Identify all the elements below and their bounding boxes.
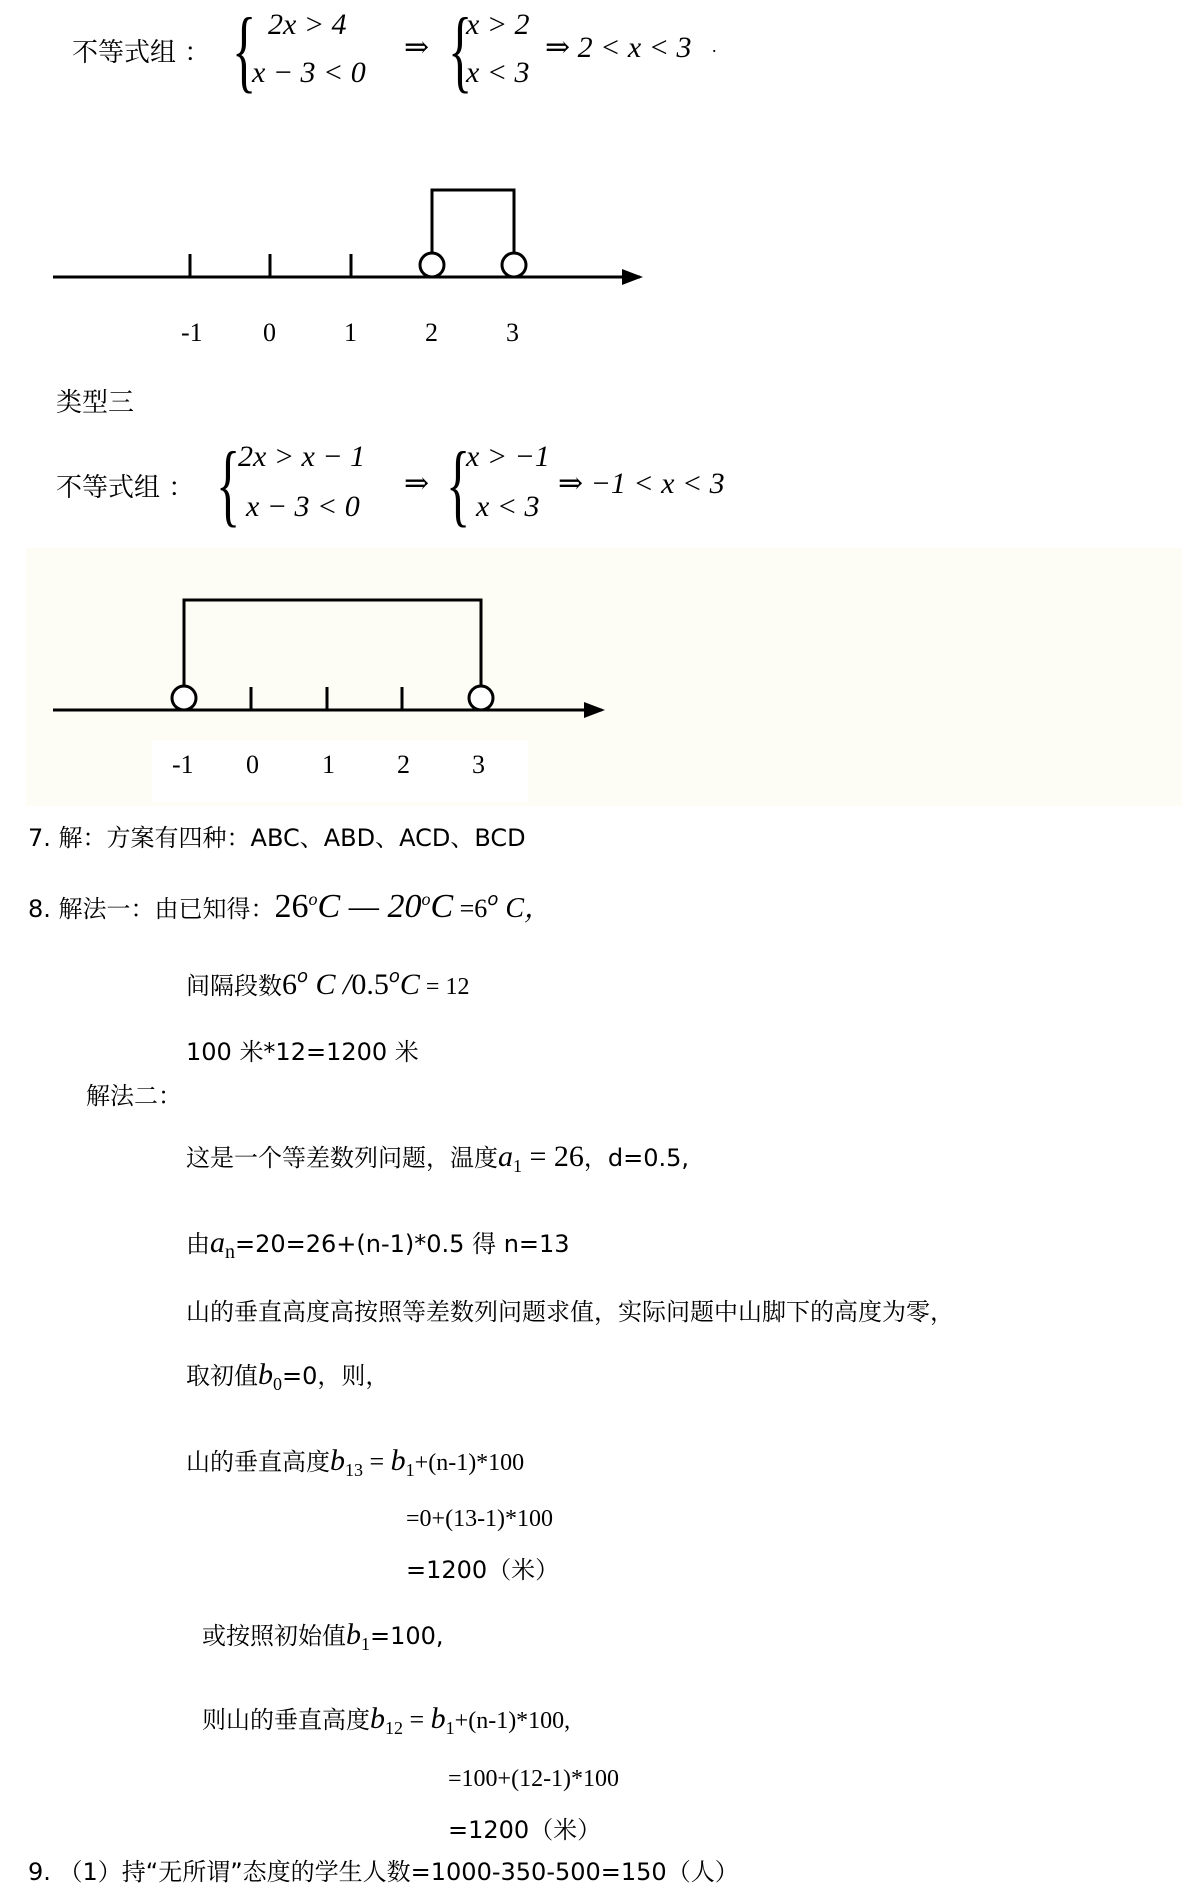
type3-result: ⇒ −1 < x < 3: [558, 467, 725, 500]
nl2-tick-label: 2: [397, 750, 410, 779]
number-line-1: [40, 180, 740, 300]
type2-brace-1: {: [232, 0, 257, 101]
height-label-2: 则山的垂直高度: [202, 1706, 370, 1734]
q7-text: 7. 解：方案有四种：ABC、ABD、ACD、BCD: [28, 824, 526, 852]
open-point-3: [502, 253, 526, 277]
degree-sign: o: [388, 966, 400, 987]
axis-arrowhead: [584, 702, 605, 718]
q8-line7: [186, 1356, 389, 1395]
q8-line10: =1200（米）: [406, 1556, 560, 1584]
subscript-1: 1: [361, 1634, 370, 1654]
q8-line13: =100+(12-1)*100: [448, 1766, 620, 1792]
interval-count-label: 间隔段数: [186, 972, 282, 1000]
formula-2: +(n-1)*100,: [454, 1708, 571, 1734]
nl1-tick-label: -1: [181, 318, 203, 347]
degree-sign: o: [421, 889, 431, 909]
q8-method2: 解法二：: [86, 1082, 182, 1110]
type3-brace-1: {: [216, 433, 241, 535]
initial-value: =0，则，: [282, 1362, 390, 1390]
nl1-tick-label: 1: [344, 318, 357, 347]
nl1-tick-label: 2: [425, 318, 438, 347]
nl2-tick-label: -1: [172, 750, 194, 779]
number-line-2: [40, 590, 660, 720]
subscript-n: n: [225, 1241, 235, 1263]
type2-sys1-line2: x − 3 < 0: [252, 56, 366, 89]
type2-sys2-line2: x < 3: [466, 56, 530, 89]
q8-line12: [202, 1700, 570, 1739]
subscript-1: 1: [405, 1460, 415, 1480]
q8-line9: =0+(13-1)*100: [406, 1506, 554, 1532]
type3-sys1-line1: 2x > x − 1: [238, 440, 366, 473]
var-b: b: [430, 1702, 446, 1735]
value-0-5: 0.5: [351, 968, 389, 1001]
subscript-0: 0: [273, 1374, 282, 1394]
type3-sys2-line2: x < 3: [476, 490, 540, 523]
q8-line1: [28, 886, 552, 926]
type3-arrow: ⇒: [404, 467, 430, 500]
q8-line3: 100 米*12=1200 米: [186, 1038, 419, 1066]
q8-line5: [186, 1224, 570, 1264]
common-difference: ，d=0.5,: [583, 1144, 690, 1172]
type2-arrow: ⇒: [404, 31, 430, 64]
type3-brace-2: {: [446, 433, 471, 535]
var-b: b: [330, 1444, 345, 1477]
equals: =: [363, 1447, 391, 1476]
unit-c: C: [430, 888, 454, 925]
degree-sign: o: [487, 889, 499, 910]
alt-initial-label: 或按照初始值: [202, 1622, 346, 1650]
nl1-tick-label: 0: [263, 318, 276, 347]
q8-line2: [186, 966, 469, 1002]
type2-sys1-line1: 2x > 4: [268, 8, 347, 41]
q9-text: 9. （1）持“无所谓”态度的学生人数=1000-350-500=150（人）: [28, 1858, 739, 1886]
q8-line14: =1200（米）: [448, 1816, 602, 1844]
open-point-minus1: [172, 686, 196, 710]
subscript-1: 1: [513, 1156, 522, 1176]
var-b: b: [390, 1444, 406, 1477]
open-point-2: [420, 253, 444, 277]
var-b: b: [258, 1358, 273, 1391]
type2-sys2-line1: x > 2: [466, 8, 530, 41]
nl2-tick-label: 1: [322, 750, 335, 779]
value-eq-6: =6: [453, 894, 488, 923]
type2-label: 不等式组 ：: [72, 38, 211, 68]
nl2-tick-label: 3: [472, 750, 485, 779]
height-label: 山的垂直高度: [186, 1448, 330, 1476]
degree-sign: o: [308, 889, 318, 909]
type2-period: .: [712, 36, 717, 56]
var-a: a: [210, 1226, 225, 1259]
subscript-13: 13: [345, 1460, 363, 1480]
type3-sys2-line1: x > −1: [466, 440, 550, 473]
type3-sys1-line2: x − 3 < 0: [246, 490, 360, 523]
unit-c: C: [399, 968, 420, 1001]
q8-line11: [202, 1616, 444, 1655]
nl2-tick-label: 0: [246, 750, 259, 779]
q8-method1-prefix: 8. 解法一：由已知得：: [28, 895, 275, 923]
nth-term-equation: =20=26+(n-1)*0.5 得 n=13: [235, 1230, 570, 1258]
value-eq-26: = 26: [522, 1140, 584, 1173]
arith-seq-intro: 这是一个等差数列问题，温度: [186, 1144, 498, 1172]
subscript-1: 1: [445, 1718, 455, 1738]
open-point-3: [469, 686, 493, 710]
type3-label: 不等式组 ：: [56, 473, 195, 503]
subscript-12: 12: [385, 1718, 403, 1738]
degree-sign: o: [297, 966, 309, 987]
var-b: b: [370, 1702, 385, 1735]
formula: +(n-1)*100: [414, 1450, 525, 1476]
equals: =: [403, 1705, 431, 1734]
value-eq-12: = 12: [419, 974, 470, 1000]
q8-line4: [186, 1138, 689, 1177]
value-6: 6: [282, 968, 297, 1001]
alt-initial-value: =100,: [370, 1622, 444, 1650]
unit-c-end: C，: [498, 893, 553, 924]
type3-heading: 类型三: [56, 388, 135, 418]
unit-c-slash: C /: [308, 968, 352, 1001]
interval-bracket: [432, 190, 514, 265]
interval-bracket: [184, 600, 481, 698]
type2-result: ⇒ 2 < x < 3: [545, 31, 692, 64]
var-a: a: [498, 1140, 513, 1173]
nl1-tick-label: 3: [506, 318, 519, 347]
type2-brace-2: {: [448, 0, 473, 101]
q8-line6: 山的垂直高度高按照等差数列问题求值，实际问题中山脚下的高度为零，: [186, 1298, 954, 1326]
initial-value-label: 取初值: [186, 1362, 258, 1390]
q8-line8: [186, 1442, 524, 1481]
axis-arrowhead: [622, 269, 643, 285]
value-26: 26: [274, 888, 309, 925]
var-b: b: [346, 1618, 361, 1651]
value-c-minus-20: C — 20: [317, 888, 422, 925]
q8-temp-a: [275, 888, 454, 925]
by-label: 由: [186, 1230, 210, 1258]
